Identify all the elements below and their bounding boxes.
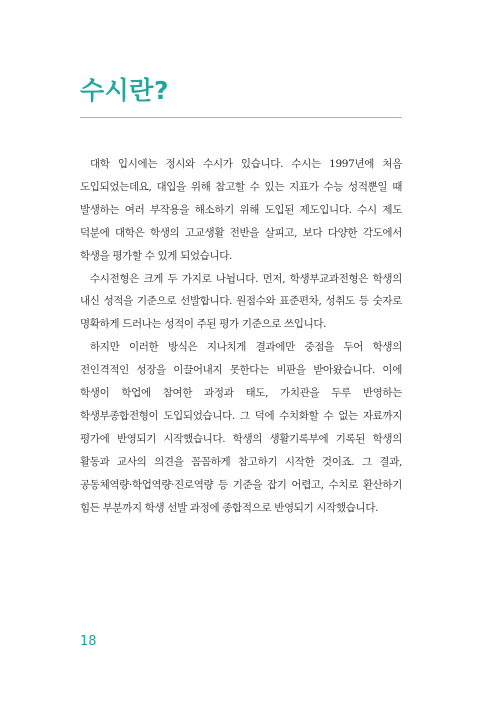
paragraph-intro: 대학 입시에는 정시와 수시가 있습니다. 수시는 1997년에 처음 도입되었는데요, 대입을 위해 참고할 수 있는 지표가 수능 성적뿐일 때 발생하는 여러 부작용을 해소하기 위해 도입된 제도입니다. 수시 제도 덕분에 대학은 학생의 고교생활 전반을 살피고, 보다 다양한 각도에서 학생을 평가할 수 있게 되었습니다. xyxy=(80,158,402,262)
paragraph-holistic-admission: 하지만 이러한 방식은 지나치게 결과에만 중점을 두어 학생의 전인격적인 성장을 이끌어내지 못한다는 비판을 받아왔습니다. 이에 학생이 학업에 참여한 과정과 태도, 가치관을 두루 반영하는 학생부종합전형이 도입되었습니다. 그 덕에 수치화할 수 없는 자료까지 평가에 반영되기 시작했습니다. 학생의 생활기록부에 기록된 학생의 활동과 교사의 의견을 꼼꼼하게 참고하기 시작한 것이죠. 그 결과, 공동체역량·학업역량·진로역량 등 기준을 잡기 어렵고, 수치로 환산하기 힘든 부분까지 학생 선발 과정에 종합적으로 반영되기 시작했습니다. xyxy=(80,341,402,514)
chapter-title: 수시란? xyxy=(80,76,169,105)
paragraph-susi-types: 수시전형은 크게 두 가지로 나뉩니다. 먼저, 학생부교과전형은 학생의 내신 성적을 기준으로 선발합니다. 원점수와 표준편차, 성취도 등 숫자로 명확하게 드러나는 성적이 주된 평가 기준으로 쓰입니다. xyxy=(80,272,402,331)
page-number: 18 xyxy=(80,634,97,649)
body-text xyxy=(80,153,402,520)
title-divider xyxy=(80,117,402,118)
